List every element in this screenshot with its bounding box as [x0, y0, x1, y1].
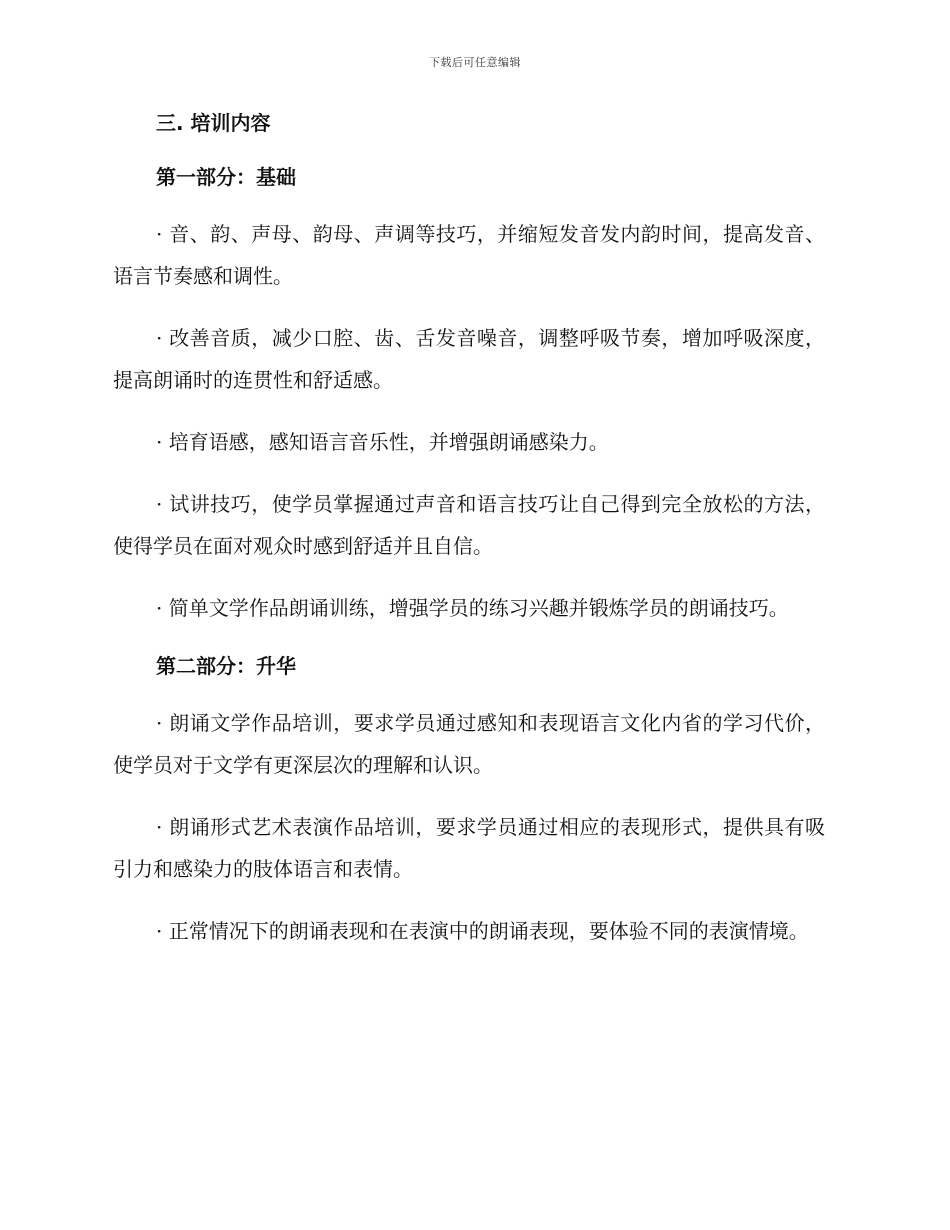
part1-item-1: · 音、韵、声母、韵母、声调等技巧，并缩短发音发内韵时间，提高发音、语言节奏感和调性。 [113, 222, 825, 288]
header-note: 下载后可任意编辑 [429, 56, 521, 69]
part2-item-2: · 朗诵形式艺术表演作品培训，要求学员通过相应的表现形式，提供具有吸引力和感染力的肢体语言和表情。 [113, 815, 825, 881]
part1-item-2: · 改善音质，减少口腔、齿、舌发音噪音，调整呼吸节奏，增加呼吸深度，提高朗诵时的连贯性和舒适感。 [113, 326, 825, 392]
part2-item-1: · 朗诵文学作品培训，要求学员通过感知和表现语言文化内省的学习代价，使学员对于文学有更深层次的理解和认识。 [113, 711, 825, 777]
part2-title: 第二部分：升华 [156, 654, 296, 678]
part1-title: 第一部分：基础 [156, 165, 296, 189]
section-title: 三. 培训内容 [156, 111, 271, 135]
part1-item-5: · 简单文学作品朗诵训练，增强学员的练习兴趣并锻炼学员的朗诵技巧。 [156, 596, 789, 620]
part2-item-3: · 正常情况下的朗诵表现和在表演中的朗诵表现，要体验不同的表演情境。 [156, 919, 809, 943]
part1-item-4: · 试讲技巧，使学员掌握通过声音和语言技巧让自己得到完全放松的方法，使得学员在面对观众时感到舒适并且自信。 [113, 492, 825, 558]
part1-item-3: · 培育语感，感知语言音乐性，并增强朗诵感染力。 [156, 430, 609, 454]
document-body [113, 106, 825, 972]
